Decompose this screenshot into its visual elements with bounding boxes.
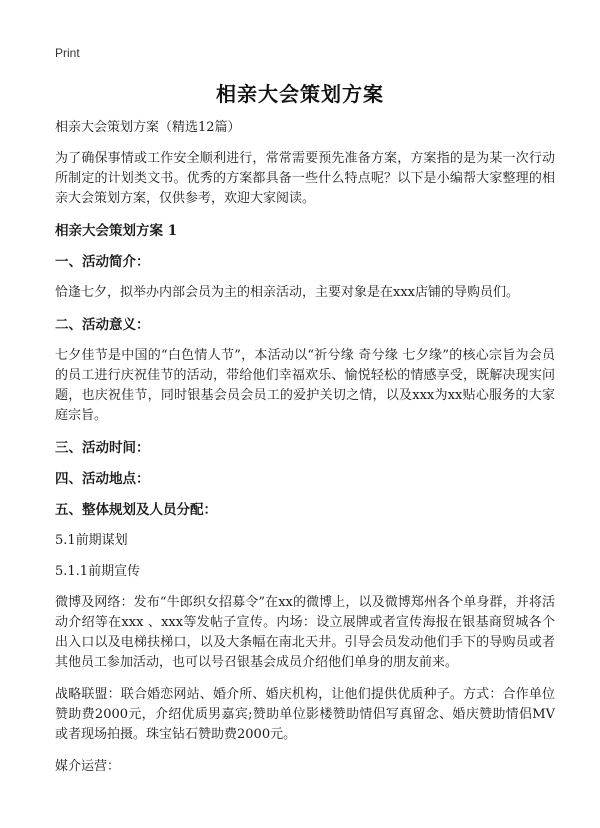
- subsection-publicity: 5.1.1前期宣传: [55, 564, 141, 579]
- section-text-meaning: 七夕佳节是中国的“白色情人节”，本活动以“祈兮缘 奇兮缘 七夕缘”的核心宗旨为会员的员工进行庆祝佳节的活动，带给他们幸福欢乐、愉悦轻松的情感享受，既解决现实问题，也庆祝佳节，同时银基会员会员工的爱护关切之情，以及xxx为xx贴心服务的大家庭宗旨。: [55, 348, 555, 423]
- document-subtitle: 相亲大会策划方案（精选12篇）: [55, 120, 241, 135]
- subsection-preplanning: 5.1前期谋划: [55, 533, 128, 548]
- section-text-intro: 恰逢七夕，拟举办内部会员为主的相亲活动，主要对象是在xxx店铺的导购员们。: [55, 285, 519, 300]
- section-heading-intro: 一、活动简介：: [55, 254, 150, 270]
- plan-heading: 相亲大会策划方案 1: [55, 223, 178, 239]
- section-heading-planning: 五、整体规划及人员分配：: [55, 502, 217, 518]
- print-link[interactable]: Print: [55, 46, 80, 60]
- alliance-paragraph: 战略联盟：联合婚恋网站、婚介所、婚庆机构，让他们提供优质种子。方式：合作单位赞助费2000元，介绍优质男嘉宾;赞助单位影楼赞助情侣写真留念、婚庆赞助情侣MV或者现场拍摄。珠宝钻石赞助费2000元。: [55, 687, 555, 742]
- document-title: 相亲大会策划方案: [216, 82, 384, 106]
- intro-paragraph: 为了确保事情或工作安全顺利进行，常常需要预先准备方案，方案指的是为某一次行动所制定的计划类文书。优秀的方案都具备一些什么特点呢？以下是小编帮大家整理的相亲大会策划方案，仅供参考，欢迎大家阅读。: [55, 151, 555, 206]
- media-heading: 媒介运营：: [55, 759, 121, 774]
- section-heading-time: 三、活动时间：: [55, 440, 150, 456]
- document-body: [55, 118, 555, 788]
- section-heading-location: 四、活动地点：: [55, 471, 150, 487]
- section-heading-meaning: 二、活动意义：: [55, 317, 150, 333]
- weibo-paragraph: 微博及网络：发布“牛郎织女招募令”在xx的微博上，以及微博郑州各个单身群，并将活动介绍等在xxx 、xxx等发帖子宣传。内场：设立展牌或者宣传海报在银基商贸城各个出入口以及电梯扶梯口，以及大条幅在南北天井。引导会员发动他们手下的导购员或者其他员工参加活动，也可以号召银基会成员介绍他们单身的朋友前来。: [55, 595, 555, 670]
